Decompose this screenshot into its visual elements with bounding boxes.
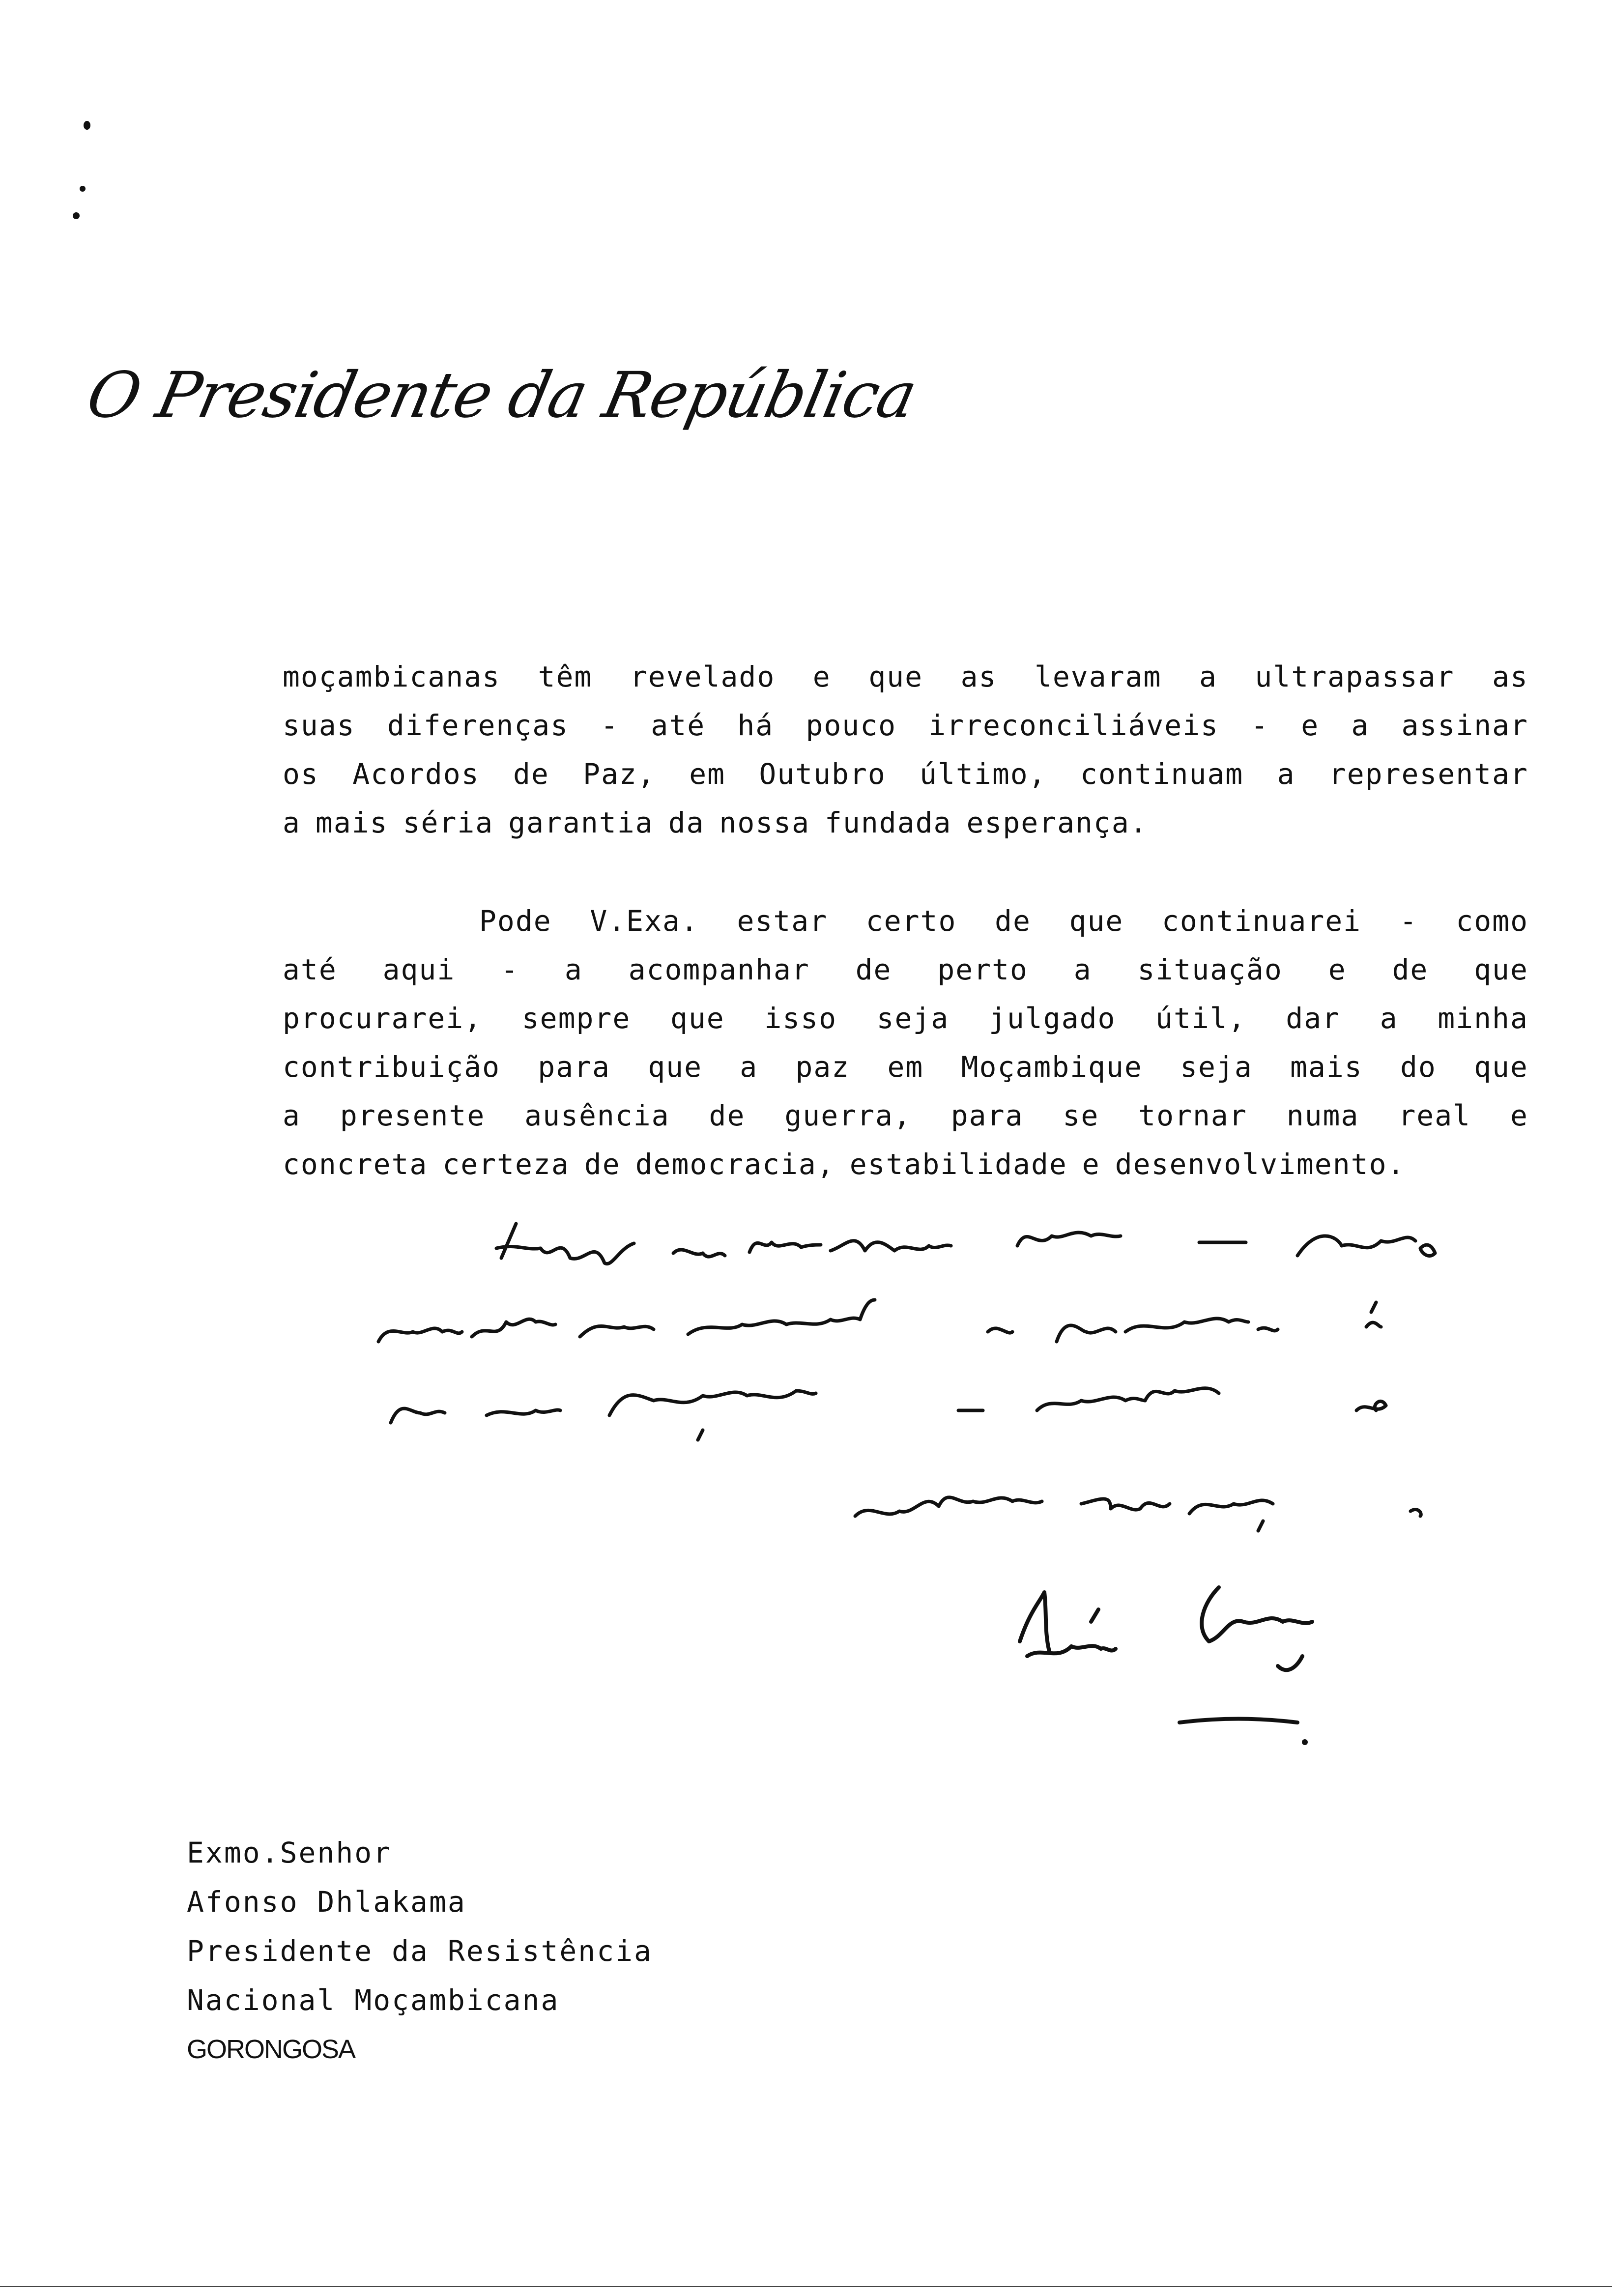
word: e	[1328, 953, 1347, 986]
word: a	[1351, 709, 1370, 742]
word: aqui	[382, 953, 456, 986]
word: que	[1474, 1050, 1528, 1084]
signature	[1020, 1587, 1312, 1722]
word: de	[513, 757, 549, 791]
word: -	[1399, 904, 1418, 938]
word: desenvolvimento.	[1115, 1148, 1406, 1181]
handwritten-line-4	[855, 1497, 1421, 1531]
word: moçambicanas	[283, 660, 501, 693]
word: esperança.	[966, 806, 1148, 839]
word: para	[950, 1099, 1024, 1132]
word: e	[1082, 1148, 1100, 1181]
word: Outubro	[759, 757, 886, 791]
word: de	[584, 1148, 621, 1181]
word: em	[689, 757, 726, 791]
address-city: GORONGOSA	[187, 2035, 355, 2064]
word: continuam	[1080, 757, 1244, 791]
word: como	[1456, 904, 1528, 938]
word: as	[960, 660, 997, 693]
word: dar	[1286, 1002, 1341, 1035]
word: garantia	[508, 806, 654, 839]
word: em	[887, 1050, 924, 1084]
word: Pode	[479, 904, 552, 938]
word: mais	[315, 806, 388, 839]
word: democracia,	[635, 1148, 835, 1181]
word: os	[283, 757, 319, 791]
word: Moçambique	[961, 1050, 1143, 1084]
word: e	[1301, 709, 1320, 742]
word: da	[668, 806, 705, 839]
word: acompanhar	[628, 953, 810, 986]
word: que	[1474, 953, 1528, 986]
word: -	[601, 709, 619, 742]
word: sempre	[521, 1002, 631, 1035]
word: representar	[1328, 757, 1528, 791]
word: a	[564, 953, 583, 986]
word: Acordos	[352, 757, 480, 791]
word: ausência	[524, 1099, 670, 1132]
word: até	[283, 953, 337, 986]
word: ultrapassar	[1255, 660, 1455, 693]
word: V.Exa.	[590, 904, 699, 938]
word: minha	[1438, 1002, 1528, 1035]
word: certeza	[442, 1148, 570, 1181]
word: isso	[764, 1002, 837, 1035]
word: estabilidade	[849, 1148, 1067, 1181]
word: concreta	[283, 1148, 428, 1181]
word: e	[1510, 1099, 1528, 1132]
word: do	[1400, 1050, 1437, 1084]
word: seja	[876, 1002, 950, 1035]
word: perto	[937, 953, 1028, 986]
word: de	[709, 1099, 746, 1132]
handwritten-line-3	[391, 1388, 1386, 1440]
word: -	[501, 953, 519, 986]
word: mais	[1290, 1050, 1363, 1084]
word: contribuição	[283, 1050, 501, 1084]
word: levaram	[1034, 660, 1162, 693]
word: numa	[1286, 1099, 1359, 1132]
word: diferenças	[387, 709, 569, 742]
word: seja	[1180, 1050, 1253, 1084]
page-bottom-edge	[0, 2286, 1612, 2287]
word: julgado	[988, 1002, 1116, 1035]
word: Paz,	[583, 757, 656, 791]
word: que	[648, 1050, 703, 1084]
address-salutation: Exmo.Senhor	[187, 1836, 392, 1869]
word: situação	[1137, 953, 1283, 986]
word: que	[1069, 904, 1124, 938]
word: paz	[795, 1050, 850, 1084]
word: e	[812, 660, 831, 693]
word: tornar	[1138, 1099, 1247, 1132]
word: que	[670, 1002, 725, 1035]
word: procurarei,	[283, 1002, 483, 1035]
word: útil,	[1155, 1002, 1246, 1035]
word: até	[651, 709, 706, 742]
word: a	[1199, 660, 1217, 693]
word: nossa	[719, 806, 810, 839]
word: guerra,	[784, 1099, 912, 1132]
word: fundada	[825, 806, 952, 839]
word: presente	[340, 1099, 486, 1132]
word: revelado	[630, 660, 776, 693]
word: último,	[920, 757, 1047, 791]
word: têm	[538, 660, 593, 693]
word: assinar	[1401, 709, 1528, 742]
word: de	[855, 953, 892, 986]
word: de	[1392, 953, 1429, 986]
handwritten-line-2	[378, 1300, 1381, 1342]
address-name: Afonso Dhlakama	[187, 1885, 466, 1919]
handwritten-line-1	[496, 1224, 1435, 1264]
word: pouco	[806, 709, 897, 742]
word: continuarei	[1161, 904, 1362, 938]
word: certo	[865, 904, 957, 938]
word: séria	[403, 806, 494, 839]
word: se	[1063, 1099, 1099, 1132]
word: estar	[737, 904, 828, 938]
letterhead-title: O Presidente da República	[81, 359, 922, 432]
word: há	[737, 709, 774, 742]
word: a	[283, 1099, 301, 1132]
word: de	[995, 904, 1031, 938]
word: a	[1073, 953, 1092, 986]
word: a	[740, 1050, 758, 1084]
word: suas	[283, 709, 355, 742]
address-role-line-1: Presidente da Resistência	[187, 1934, 653, 1968]
word: irreconciliáveis	[928, 709, 1219, 742]
word: a	[1380, 1002, 1398, 1035]
word: para	[538, 1050, 610, 1084]
word: a	[1277, 757, 1295, 791]
word: -	[1251, 709, 1269, 742]
address-role-line-2: Nacional Moçambicana	[187, 1983, 560, 2017]
word: real	[1398, 1099, 1471, 1132]
word: as	[1492, 660, 1528, 693]
recipient-address	[187, 1828, 653, 2074]
word: que	[868, 660, 923, 693]
word: a	[283, 806, 301, 839]
